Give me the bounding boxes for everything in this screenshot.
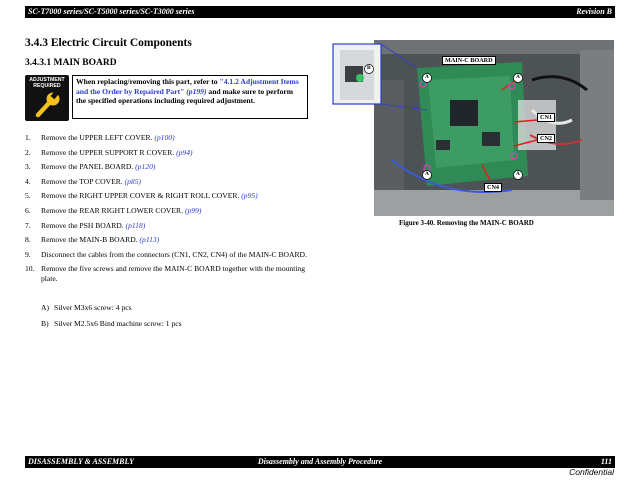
step-text: Remove the PSH BOARD. xyxy=(41,220,124,230)
step-number: 4. xyxy=(25,176,31,186)
step-item xyxy=(25,133,315,143)
section-title: 3.4.3 Electric Circuit Components xyxy=(25,37,192,49)
step-page-link[interactable]: (p120) xyxy=(135,162,156,172)
figure-photo xyxy=(332,40,614,216)
step-number: 7. xyxy=(25,220,31,230)
subsection-title: 3.4.3.1 MAIN BOARD xyxy=(25,58,117,68)
step-page-link[interactable]: (p118) xyxy=(125,220,146,230)
icon-label-line2: REQUIRED xyxy=(33,83,61,89)
step-text: Remove the PANEL BOARD. xyxy=(41,162,134,172)
step-number: 8. xyxy=(25,235,31,245)
step-item xyxy=(25,235,315,245)
screw-item-text: Silver M3x6 screw: 4 pcs xyxy=(54,303,132,312)
step-text: Remove the UPPER SUPPORT R COVER. xyxy=(41,147,175,157)
step-page-link[interactable]: (p95) xyxy=(241,191,258,201)
step-item xyxy=(25,206,315,216)
screw-a-label-1: A xyxy=(425,74,429,80)
step-item xyxy=(25,162,315,172)
cn4-label: CN4 xyxy=(484,183,502,192)
screw-b-label: B xyxy=(367,65,371,71)
notice-text xyxy=(72,75,308,119)
step-page-link[interactable]: (p100) xyxy=(154,133,175,142)
step-text: Disconnect the cables from the connectors (CN1, CN2, CN4) of the MAIN-C BOARD. xyxy=(41,249,307,259)
screw-a-label-3: A xyxy=(425,171,429,177)
step-item xyxy=(25,191,315,201)
notice-text-after: and make sure to perform the specified operations including required adjustment. xyxy=(76,86,294,106)
header-title: SC-T7000 series/SC-T5000 series/SC-T3000 series xyxy=(28,7,195,16)
main-board-figure xyxy=(332,40,614,216)
wrench-icon xyxy=(25,75,69,121)
screw-list xyxy=(41,303,182,334)
screw-item-letter: B) xyxy=(41,318,49,328)
step-item xyxy=(25,264,315,284)
icon-label-line1: ADJUSTMENT xyxy=(29,77,65,83)
adjustment-notice xyxy=(25,75,310,121)
step-text: Remove the five screws and remove the MAIN-C BOARD together with the mounting plate. xyxy=(41,264,306,284)
screw-a-label-4: A xyxy=(516,171,520,177)
step-page-link[interactable]: (p99) xyxy=(184,205,202,215)
step-page-link[interactable]: (p94) xyxy=(176,147,193,157)
adjustment-link-page[interactable]: (p199) xyxy=(186,86,207,96)
step-page-link[interactable]: (p85) xyxy=(124,176,142,186)
cn2-label: CN2 xyxy=(537,134,555,143)
footer-section: Disassembly and Assembly Procedure xyxy=(257,457,383,466)
step-text: Remove the TOP COVER. xyxy=(41,176,123,186)
step-text: Remove the MAIN-B BOARD. xyxy=(41,235,138,245)
notice-text-before: When replacing/removing this part, refer to xyxy=(76,77,220,86)
screw-item xyxy=(41,319,182,329)
footer-bar xyxy=(25,456,615,468)
step-number: 1. xyxy=(25,133,31,142)
step-text: Remove the REAR RIGHT LOWER COVER. xyxy=(41,205,184,215)
step-number: 3. xyxy=(25,162,31,172)
step-page-link[interactable]: (p113) xyxy=(139,235,160,245)
page-number: 111 xyxy=(600,457,612,466)
adjustment-required-icon xyxy=(25,75,69,121)
screw-item xyxy=(41,303,182,313)
header-revision: Revision B xyxy=(576,7,612,16)
step-item xyxy=(25,221,315,231)
screw-a-label-2: A xyxy=(516,74,520,80)
step-number: 5. xyxy=(25,191,31,201)
step-text: Remove the UPPER LEFT COVER. xyxy=(41,133,153,142)
step-number: 2. xyxy=(25,147,31,157)
footer-chapter: DISASSEMBLY & ASSEMBLY xyxy=(28,457,134,466)
screw-item-text: Silver M2.5x6 Bind machine screw: 1 pcs xyxy=(54,318,182,328)
step-item xyxy=(25,250,315,260)
cn1-label: CN1 xyxy=(537,113,555,122)
step-item xyxy=(25,148,315,158)
step-number: 9. xyxy=(25,249,31,259)
adjustment-link[interactable]: "4.1.2 Adjustment Items and the Order by Repaired Part" xyxy=(76,77,299,96)
step-text: Remove the RIGHT UPPER COVER & RIGHT ROLL COVER. xyxy=(41,191,240,201)
step-item xyxy=(25,177,315,187)
step-number: 6. xyxy=(25,205,31,215)
confidential-mark: Confidential xyxy=(569,467,614,477)
figure-caption: Figure 3-40. Removing the MAIN-C BOARD xyxy=(399,219,534,227)
step-number: 10. xyxy=(25,264,35,274)
screw-item-letter: A) xyxy=(41,303,50,312)
procedure-steps xyxy=(25,133,315,289)
main-c-board-label: MAIN-C BOARD xyxy=(442,56,496,65)
header-bar xyxy=(25,6,615,18)
